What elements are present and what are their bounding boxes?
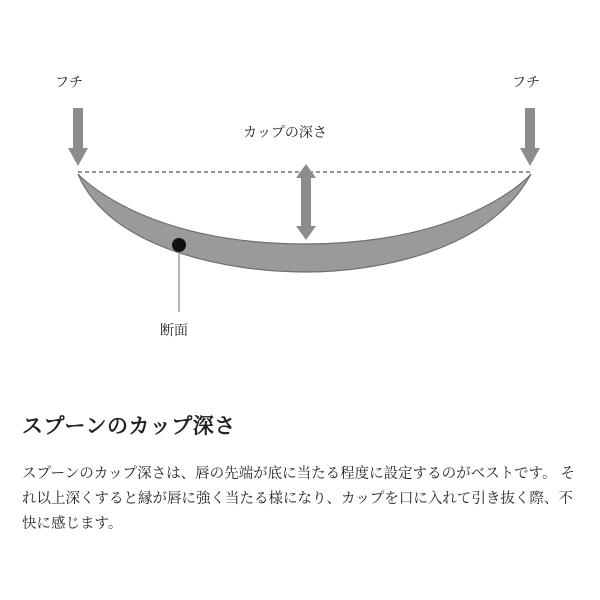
cross-section-dot	[172, 238, 186, 252]
body-paragraph: スプーンのカップ深さは、唇の先端が底に当たる程度に設定するのがベストです。 それ以上深くすると縁が唇に強く当たる様になり、カップを口に入れて引き抜く際、不快に感じます。	[22, 466, 575, 532]
body-copy	[22, 462, 582, 537]
label-cross-section: 断面	[160, 322, 188, 338]
rim-right-arrow-icon	[520, 108, 540, 166]
depth-double-arrow-icon	[296, 164, 316, 240]
label-cup-depth: カップの深さ	[243, 124, 327, 140]
label-rim-right: フチ	[512, 74, 540, 90]
rim-left-arrow-icon	[68, 108, 88, 166]
article-text-block	[22, 410, 582, 537]
label-rim-left: フチ	[55, 74, 83, 90]
page-title: スプーンのカップ深さ	[22, 415, 236, 438]
